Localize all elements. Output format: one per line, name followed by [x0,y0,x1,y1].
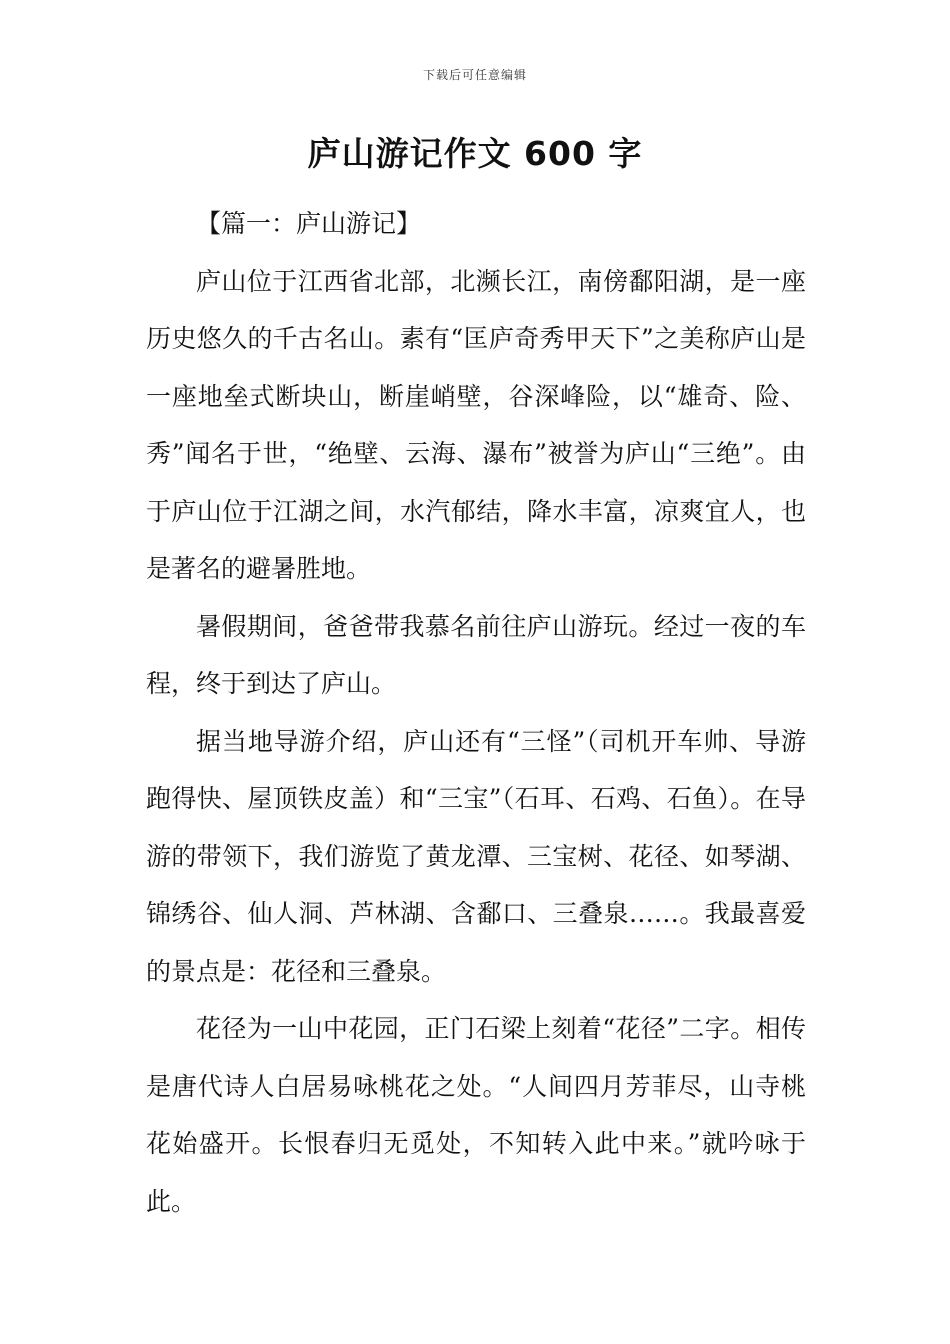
paragraph: 庐山位于江西省北部，北濒长江，南傍鄱阳湖，是一座历史悠久的千古名山。素有“匡庐奇秀甲天下”之美称庐山是一座地垒式断块山，断崖峭壁，谷深峰险，以“雄奇、险、秀”闻名于世，“绝壁、云海、瀑布”被誉为庐山“三绝”。由于庐山位于江湖之间，水汽郁结，降水丰富，凉爽宜人，也是著名的避暑胜地。 [146,266,806,583]
header-note: 下载后可任意编辑 [422,68,527,82]
section-heading: 【篇一：庐山游记】 [196,209,422,238]
document-body [146,195,806,1230]
paragraph: 花径为一山中花园，正门石梁上刻着“花径”二字。相传是唐代诗人白居易咏桃花之处。“人间四月芳菲尽，山寺桃花始盛开。长恨春归无觅处，不知转入此中来。”就吟咏于此。 [146,1014,806,1216]
paragraph: 暑假期间，爸爸带我慕名前往庐山游玩。经过一夜的车程，终于到达了庐山。 [146,611,806,698]
paragraph: 据当地导游介绍，庐山还有“三怪”（司机开车帅、导游跑得快、屋顶铁皮盖）和“三宝”（石耳、石鸡、石鱼）。在导游的带领下，我们游览了黄龙潭、三宝树、花径、如琴湖、锦绣谷、仙人洞、芦林湖、含鄱口、三叠泉……。我最喜爱的景点是：花径和三叠泉。 [146,726,806,986]
document-title: 庐山游记作文 600 字 [307,134,643,173]
